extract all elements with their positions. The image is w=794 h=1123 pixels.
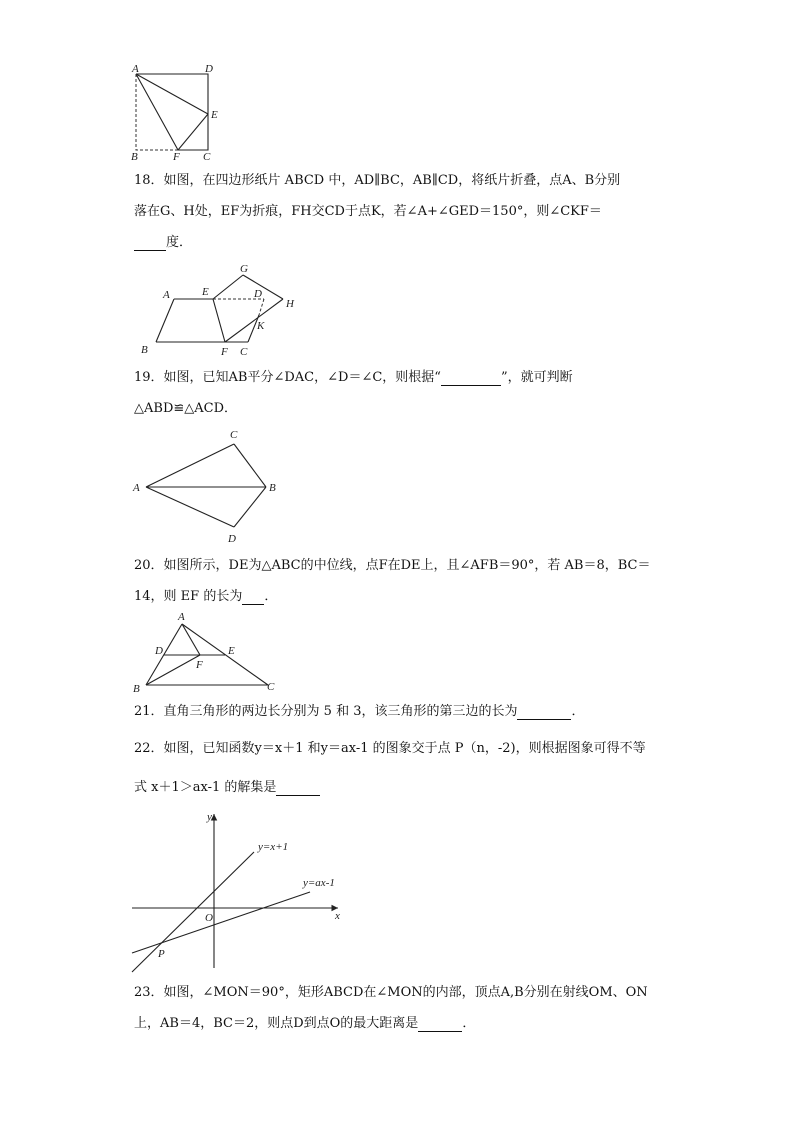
figure-q17 [128, 62, 228, 162]
q21-line [134, 704, 585, 720]
fig20-label-a: A [178, 611, 185, 623]
fig18-label-a: A [163, 289, 170, 301]
q18-answer-blank[interactable] [134, 238, 166, 251]
q18-line3-tail: 度． [166, 235, 193, 250]
q22-line2 [134, 780, 320, 796]
fig18-label-g: G [240, 263, 248, 275]
fig18-label-h: H [286, 298, 294, 310]
fig17-label-f: F [173, 151, 180, 163]
fig22-x-axis-label: x [335, 910, 340, 922]
fig20-label-e: E [228, 645, 235, 657]
figure-q19 [130, 424, 290, 544]
q21-answer-blank[interactable] [517, 707, 571, 720]
q22-line1: 22．如图，已知函数y＝x＋1 和y＝ax-1 的图象交于点 P（n，-2)，则根据图象可得不等 [134, 741, 646, 756]
q22-line2-pre: 式 x＋1＞ax-1 的解集是 [134, 780, 277, 795]
fig19-label-d: D [228, 533, 236, 545]
fig18-label-f: F [221, 346, 228, 358]
q20-answer-blank[interactable] [242, 592, 264, 605]
q20-line2 [134, 589, 277, 605]
q18-line1: 18．如图，在四边形纸片 ABCD 中，AD∥BC，AB∥CD，将纸片折叠，点A、B分别 [134, 173, 621, 188]
fig20-label-f: F [196, 659, 203, 671]
fig22-line1-label: y=x+1 [258, 841, 289, 853]
fig18-label-c: C [240, 346, 248, 358]
fig17-label-a: A [132, 63, 139, 75]
q20-line1: 20．如图所示，DE为△ABC的中位线，点F在DE上，且∠AFB＝90°，若 AB＝8，BC＝ [134, 558, 651, 573]
q23-line2 [134, 1016, 475, 1032]
fig18-label-d: D [254, 288, 262, 300]
q23-line2-post: ． [462, 1016, 476, 1031]
fig17-label-c: C [203, 151, 211, 163]
q19-line1 [134, 370, 573, 386]
fig19-label-a: A [133, 482, 140, 494]
q19-line1-post: ”，就可判断 [500, 370, 573, 385]
q23-answer-blank[interactable] [418, 1019, 462, 1032]
fig20-label-b: B [133, 683, 140, 695]
fig20-label-c: C [267, 681, 275, 693]
fig19-label-c: C [230, 429, 238, 441]
figure-q20 [130, 608, 290, 700]
q19-answer-blank[interactable] [441, 373, 501, 386]
q23-line2-pre: 上，AB＝4，BC＝2，则点D到点O的最大距离是 [134, 1016, 419, 1031]
fig17-label-b: B [131, 151, 138, 163]
q19-line1-pre: 19．如图，已知AB平分∠DAC，∠D＝∠C，则根据“ [134, 370, 441, 385]
q20-line2-pre: 14，则 EF 的长为 [134, 589, 243, 604]
q21-text-post: ． [571, 704, 585, 719]
fig22-origin-label: O [205, 912, 213, 924]
fig18-label-k: K [257, 320, 265, 332]
q18-line3 [134, 235, 192, 251]
q22-answer-blank[interactable] [276, 783, 320, 796]
q23-line1: 23．如图，∠MON＝90°，矩形ABCD在∠MON的内部，顶点A,B分别在射线OM、ON [134, 985, 648, 1000]
fig17-label-e: E [211, 109, 218, 121]
fig20-label-d: D [155, 645, 163, 657]
q20-line2-post: ． [264, 589, 278, 604]
figure-q22 [128, 806, 358, 976]
fig18-label-b: B [141, 344, 148, 356]
fig22-point-label: P [158, 948, 165, 960]
q21-text-pre: 21．直角三角形的两边长分别为 5 和 3，该三角形的第三边的长为 [134, 704, 518, 719]
figure-q18 [138, 262, 308, 362]
q18-line2: 落在G、H处，EF为折痕，FH交CD于点K，若∠A+∠GED＝150°，则∠CKF＝ [134, 204, 602, 219]
q19-line2: △ABD≌△ACD． [134, 401, 238, 416]
fig19-label-b: B [269, 482, 276, 494]
fig17-label-d: D [205, 63, 213, 75]
fig22-y-axis-label: y [207, 811, 212, 823]
fig18-label-e: E [202, 286, 209, 298]
fig22-line2-label: y=ax-1 [303, 877, 335, 889]
